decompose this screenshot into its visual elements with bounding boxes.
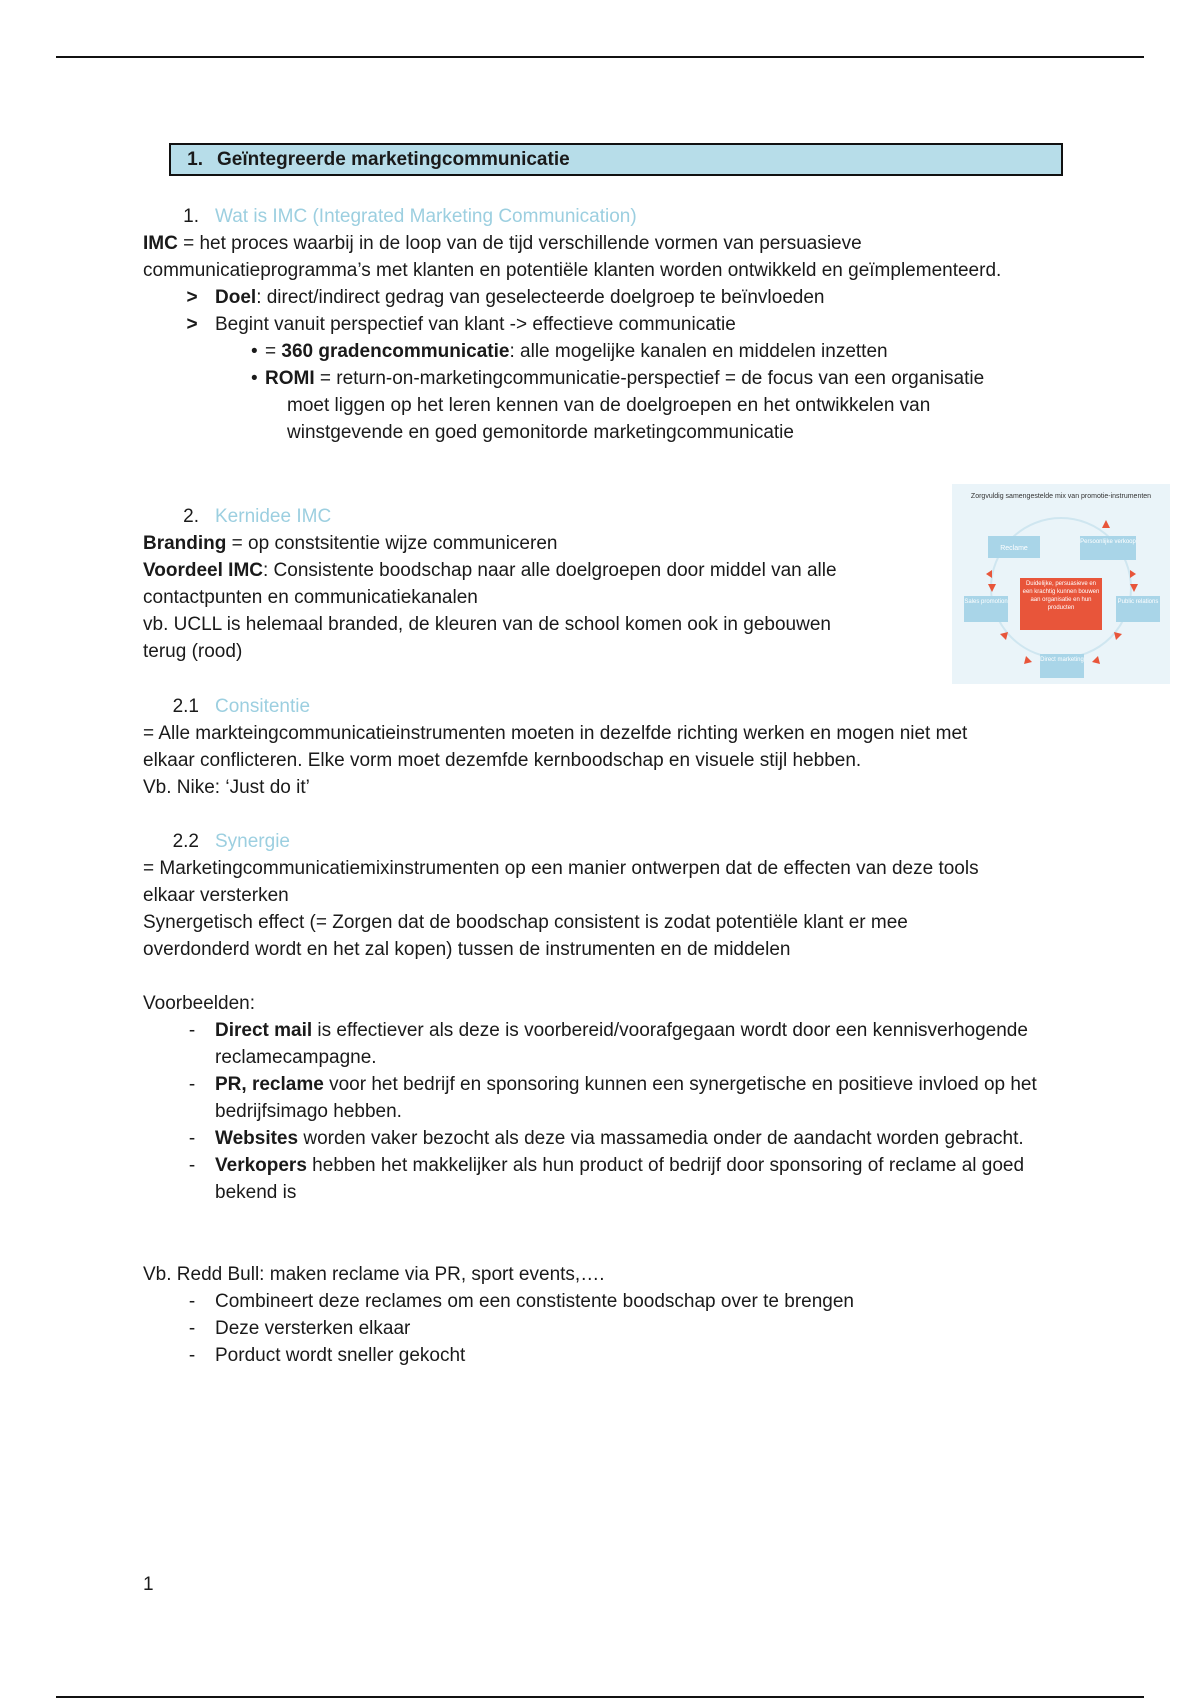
- goal-item: > Doel: direct/indirect gedrag van geselecteerde doelgroep te beïnvloeden: [186, 287, 825, 308]
- figure-title: Zorgvuldig samengestelde mix van promotie-instrumenten: [970, 493, 1152, 500]
- svg-text:Reclame: Reclame: [1000, 545, 1028, 552]
- subheading-2-2-title: Synergie: [215, 831, 290, 852]
- bullet-360: • = 360 gradencommunicatie: alle mogelijke kanalen en middelen inzetten: [251, 341, 888, 362]
- subheading-1-title: Wat is IMC (Integrated Marketing Communication): [215, 206, 637, 227]
- figure-center-text: Duidelijke, persuasieve en een krachtig kunnen bouwen aan organisatie en hun producten: [1022, 581, 1100, 611]
- redbull-item: - Porduct wordt sneller gekocht: [188, 1345, 466, 1366]
- kernidee-block: [143, 503, 923, 665]
- subheading-2-1-title: Consitentie: [215, 696, 311, 717]
- ucll-example: vb. UCLL is helemaal branded, de kleuren van de school komen ook in gebouwen terug (rood): [143, 614, 831, 662]
- consitentie-text: = Alle markteingcommunicatieinstrumenten moeten in dezelfde richting werken en mogen niet met elkaar conflicteren. Elke vorm moet dezemfde kernboodschap en visuele stijl hebben. Vb. Nike: ‘Just do it’: [143, 723, 968, 798]
- synergie-block: [143, 828, 1063, 963]
- redbull-intro: Vb. Redd Bull: maken reclame via PR, sport events,….: [143, 1264, 605, 1285]
- section-number: 1.: [187, 149, 203, 170]
- subheading-2-title: Kernidee IMC: [215, 506, 332, 527]
- examples-block: [143, 990, 1063, 1206]
- perspective-item: > Begint vanuit perspectief van klant -> effectieve communicatie: [186, 314, 736, 335]
- footer-rule: [56, 1696, 1144, 1698]
- section-title: Geïntegreerde marketingcommunicatie: [217, 149, 570, 170]
- redbull-item: - Combineert deze reclames om een constistente boodschap over te brengen: [188, 1291, 854, 1312]
- example-item: - Verkopers hebben het makkelijker als hun product of bedrijf door sponsoring of reclame al goed bekend is: [188, 1155, 1025, 1203]
- advantage-line: Voordeel IMC: Consistente boodschap naar alle doelgroepen door middel van alle contactpunten en communicatiekanalen: [143, 560, 837, 608]
- subheading-2: 2. Kernidee IMC: [143, 503, 923, 530]
- subheading-1: 1. Wat is IMC (Integrated Marketing Communication): [143, 203, 1063, 230]
- example-item: - PR, reclame voor het bedrijf en sponsoring kunnen een synergetische en positieve invloed op het bedrijfsimago hebben.: [188, 1074, 1037, 1122]
- promotion-mix-figure: Zorgvuldig samengestelde mix van promotie-instrumenten Duidelijke, persuasieve en een krachtig kunnen bouwen aan organisatie en hun producten Reclame Persoonlijke verkoop Sales promotion Public relations Direct marketing: [952, 484, 1170, 684]
- redbull-item: - Deze versterken elkaar: [188, 1318, 411, 1339]
- redbull-block: [143, 1261, 1063, 1369]
- subheading-2-1: 2.1 Consitentie: [143, 693, 1063, 720]
- examples-heading: Voorbeelden:: [143, 993, 255, 1014]
- bullet-romi: • ROMI = return-on-marketingcommunicatie-perspectief = de focus van een organisatie moet liggen op het leren kennen van de doelgroepen en het ontwikkelen van winstgevende en goed gemonitorde marketingcommunicatie: [251, 368, 985, 443]
- imc-definition-block: [143, 203, 1063, 446]
- page-number: 1: [143, 1574, 154, 1595]
- subheading-2-2: 2.2 Synergie: [143, 828, 1063, 855]
- example-item: - Direct mail is effectiever als deze is voorbereid/voorafgegaan wordt door een kennisverhogende reclamecampagne.: [188, 1020, 1028, 1068]
- section-heading: [169, 143, 1063, 176]
- synergie-text: = Marketingcommunicatiemixinstrumenten op een manier ontwerpen dat de effecten van deze tools elkaar versterken Synergetisch effect (= Zorgen dat de boodschap consistent is zodat potentiële klant er mee overdonderd wordt en het zal kopen) tussen de instrumenten en de middelen: [143, 858, 979, 960]
- branding-line: Branding = op constsitentie wijze communiceren: [143, 533, 558, 554]
- consitentie-block: [143, 693, 1063, 801]
- header-rule: [56, 56, 1144, 58]
- imc-definition: IMC = het proces waarbij in de loop van de tijd verschillende vormen van persuasieve communicatieprogramma’s met klanten en potentiële klanten worden ontwikkeld en geïmplementeerd.: [143, 233, 1002, 281]
- example-item: - Websites worden vaker bezocht als deze via massamedia onder de aandacht worden gebracht.: [188, 1128, 1024, 1149]
